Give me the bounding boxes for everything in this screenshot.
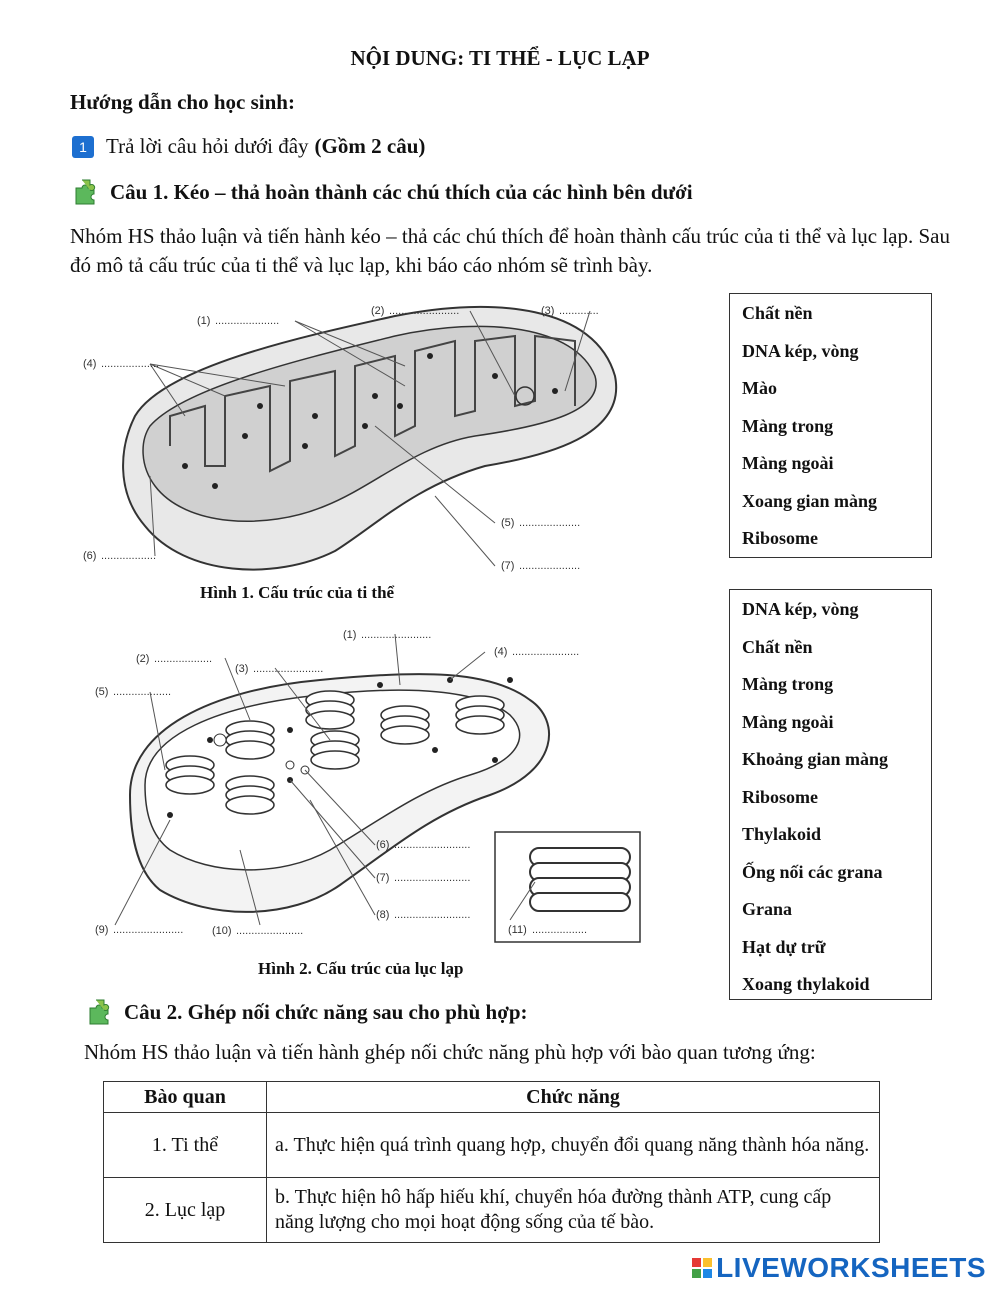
question-1-paragraph: Nhóm HS thảo luận và tiến hành kéo – thả các chú thích để hoàn thành cấu trúc của ti thể và lục lạp. Sau đó mô tả cấu trúc của ti thể và lục lạp, khi báo cáo nhóm sẽ trình bày. bbox=[70, 224, 950, 277]
figure-2-caption: Hình 2. Cấu trúc của lục lạp bbox=[258, 959, 464, 978]
fig2-label-10: (10) bbox=[212, 925, 232, 937]
svg-text:.....................: ..................... bbox=[215, 315, 280, 327]
question-2-paragraph: Nhóm HS thảo luận và tiến hành ghép nối chức năng phù hợp với bào quan tương ứng: bbox=[84, 1040, 816, 1064]
question-2-text: Câu 2. Ghép nối chức năng sau cho phù hợp: bbox=[124, 999, 528, 1024]
svg-text:......................: ...................... bbox=[512, 646, 580, 658]
task-text: Trả lời câu hỏi dưới đây bbox=[106, 134, 309, 158]
label-card[interactable]: Xoang thylakoid bbox=[742, 974, 870, 994]
label-card[interactable]: Chất nền bbox=[742, 636, 813, 657]
table-row bbox=[104, 1113, 880, 1178]
fig2-label-6: (6) bbox=[376, 839, 390, 851]
table-row bbox=[104, 1178, 880, 1243]
puzzle-piece-icon bbox=[86, 998, 116, 1026]
label-card[interactable]: Màng ngoài bbox=[742, 453, 834, 473]
label-card[interactable]: Thylakoid bbox=[742, 824, 822, 844]
fig2-label-4: (4) bbox=[494, 646, 508, 658]
label-card[interactable]: Grana bbox=[742, 899, 793, 919]
fig2-label-9: (9) bbox=[95, 924, 109, 936]
label-card[interactable]: Ống nối các grana bbox=[742, 861, 883, 882]
task-line bbox=[72, 134, 425, 159]
question-1-text: Câu 1. Kéo – thả hoàn thành các chú thích của các hình bên dưới bbox=[110, 179, 693, 204]
liveworksheets-logo bbox=[692, 1252, 986, 1284]
label-card[interactable]: Màng trong bbox=[742, 415, 834, 436]
organelle-cell[interactable]: 2. Lục lạp bbox=[104, 1178, 267, 1243]
fig2-label-5: (5) bbox=[95, 686, 109, 698]
page-title: NỘI DUNG: TI THỂ - LỤC LẠP bbox=[350, 46, 650, 70]
question-1-heading bbox=[72, 178, 693, 206]
svg-text:.......................: ....................... bbox=[361, 629, 432, 641]
fig2-label-11: (11) bbox=[508, 924, 527, 936]
svg-text:...................: ................... bbox=[154, 653, 213, 665]
svg-text:.......................: ....................... bbox=[253, 663, 324, 675]
organelle-cell[interactable]: 1. Ti thể bbox=[104, 1113, 267, 1178]
label-card[interactable]: Khoảng gian màng bbox=[742, 749, 889, 769]
table-header: Chức năng bbox=[267, 1082, 880, 1113]
table-header: Bào quan bbox=[104, 1082, 267, 1113]
fig2-label-8: (8) bbox=[376, 909, 390, 921]
chloroplast-label-bank bbox=[729, 589, 932, 1000]
fig2-label-1: (1) bbox=[343, 629, 357, 641]
fig1-label-4: (4) bbox=[83, 358, 97, 370]
svg-text:...................: ................... bbox=[101, 358, 160, 370]
mitochondria-label-bank bbox=[729, 293, 932, 558]
fig1-label-5: (5) bbox=[501, 517, 515, 529]
fig1-label-7: (7) bbox=[501, 560, 515, 572]
label-card[interactable]: Chất nền bbox=[742, 303, 813, 323]
label-card[interactable]: Hạt dự trữ bbox=[742, 936, 826, 957]
label-card[interactable]: DNA kép, vòng bbox=[742, 340, 859, 361]
svg-text:......................: ...................... bbox=[236, 925, 304, 937]
label-card[interactable]: Ribosome bbox=[742, 786, 818, 807]
label-card[interactable]: Màng trong bbox=[742, 674, 834, 694]
logo-blocks-icon bbox=[692, 1258, 712, 1278]
svg-text:.........................: ......................... bbox=[394, 909, 471, 921]
mitochondrion-diagram bbox=[75, 296, 635, 580]
logo-text: LIVEWORKSHEETS bbox=[716, 1252, 986, 1283]
label-card[interactable]: DNA kép, vòng bbox=[742, 599, 859, 619]
fig1-label-3: (3) bbox=[541, 305, 555, 317]
task-count: (Gồm 2 câu) bbox=[314, 134, 426, 158]
number-one-icon: 1 bbox=[72, 136, 94, 158]
matching-table bbox=[103, 1081, 880, 1243]
function-cell[interactable]: b. Thực hiện hô hấp hiếu khí, chuyển hóa đường thành ATP, cung cấp năng lượng cho mọi hoạt động sống của tế bào. bbox=[267, 1178, 880, 1243]
fig2-label-3: (3) bbox=[235, 663, 249, 675]
label-card[interactable]: Mào bbox=[742, 378, 777, 398]
svg-text:.......................: ....................... bbox=[389, 305, 460, 317]
svg-text:...................: ................... bbox=[113, 686, 172, 698]
label-card[interactable]: Màng ngoài bbox=[742, 711, 834, 732]
fig1-label-6: (6) bbox=[83, 550, 97, 562]
svg-text:.......................: ....................... bbox=[113, 924, 184, 936]
instructions-heading: Hướng dẫn cho học sinh: bbox=[70, 90, 295, 114]
fig2-label-2: (2) bbox=[136, 653, 150, 665]
fig2-label-7: (7) bbox=[376, 872, 390, 884]
fig1-label-1: (1) bbox=[197, 315, 211, 327]
label-card[interactable]: Ribosome bbox=[742, 528, 818, 548]
label-card[interactable]: Xoang gian màng bbox=[742, 490, 878, 511]
svg-text:....................: .................... bbox=[519, 560, 581, 572]
puzzle-piece-icon bbox=[72, 178, 102, 206]
svg-text:....................: .................... bbox=[519, 517, 581, 529]
svg-text:..................: .................. bbox=[101, 550, 157, 562]
fig1-label-2: (2) bbox=[371, 305, 385, 317]
question-2-heading bbox=[86, 998, 528, 1026]
figure-1-caption: Hình 1. Cấu trúc của ti thể bbox=[200, 583, 395, 602]
function-cell[interactable]: a. Thực hiện quá trình quang hợp, chuyển đổi quang năng thành hóa năng. bbox=[267, 1113, 880, 1178]
svg-text:.............: ............. bbox=[559, 305, 599, 317]
svg-text:.........................: ......................... bbox=[394, 872, 471, 884]
chloroplast-diagram bbox=[90, 620, 645, 945]
svg-text:.........................: ......................... bbox=[394, 839, 471, 851]
svg-text:..................: .................. bbox=[532, 924, 588, 936]
